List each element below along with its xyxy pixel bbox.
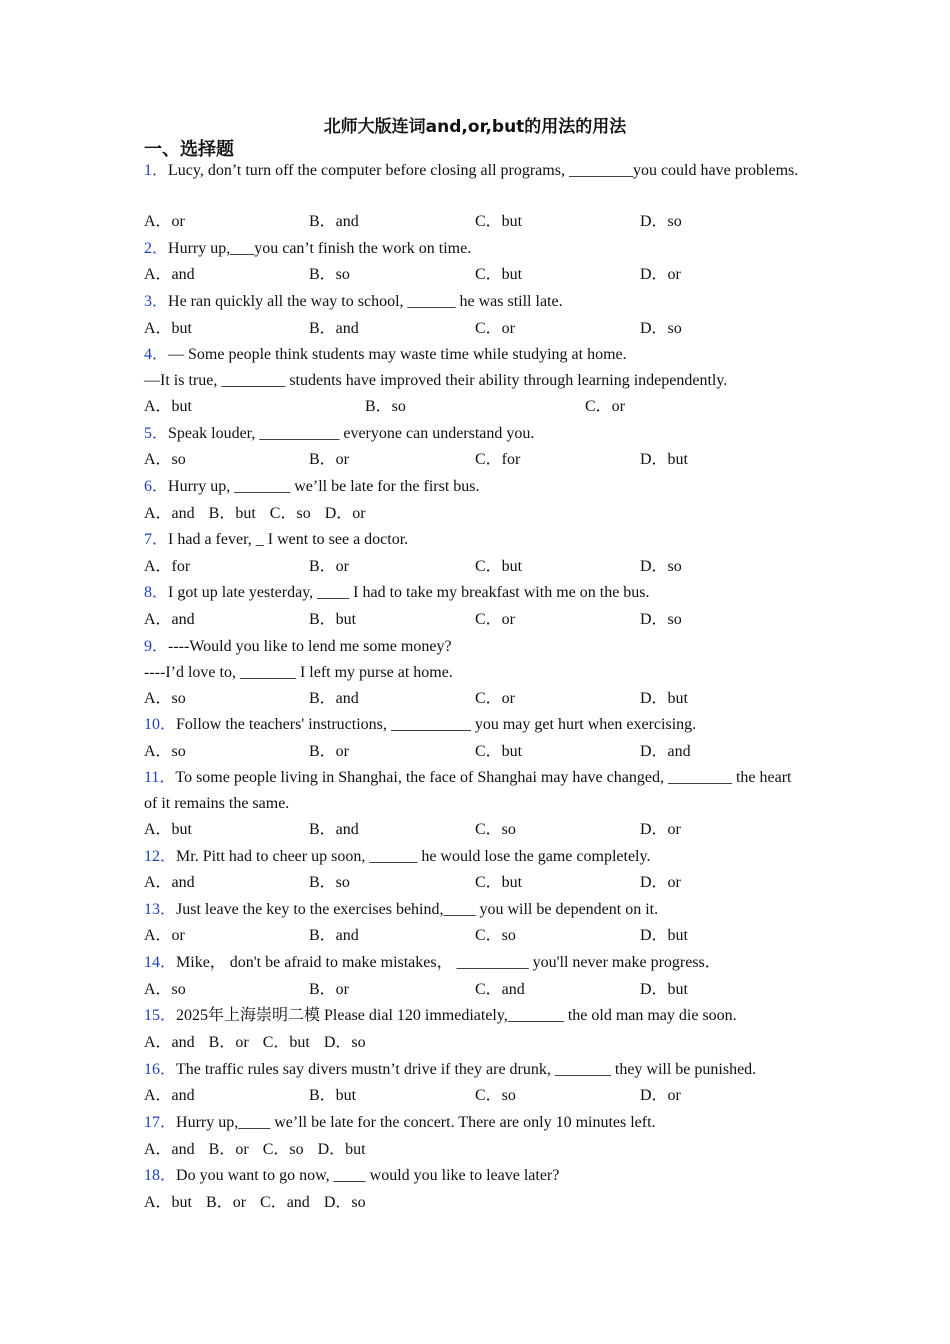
question-text: Just leave the key to the exercises behind,____ you will be dependent on it. <box>176 901 659 918</box>
option-a[interactable]: A．but <box>144 398 193 415</box>
question-number: 10． <box>144 716 177 733</box>
option-b[interactable]: B．or <box>309 981 350 998</box>
question-11 <box>144 765 804 817</box>
option-b[interactable]: B．so <box>365 398 406 415</box>
option-a[interactable]: A．and <box>144 874 195 891</box>
question-text: He ran quickly all the way to school, ______ he was still late. <box>168 293 563 310</box>
question-text: Lucy, don’t turn off the computer before closing all programs, ________you could have problems. <box>168 162 799 179</box>
section-heading: 一、选择题 <box>144 139 234 160</box>
option-a[interactable]: A．and <box>144 1141 195 1158</box>
document-title: 北师大版连词and,or,but的用法的用法 <box>323 117 627 137</box>
question-text: I had a fever, _ I went to see a doctor. <box>168 531 409 548</box>
option-b[interactable]: B．so <box>309 266 350 283</box>
question-6 <box>144 474 804 500</box>
option-d[interactable]: D．but <box>317 1141 366 1158</box>
question-3 <box>144 289 804 315</box>
option-a[interactable]: A．and <box>144 1087 195 1104</box>
question-number: 7． <box>144 531 169 548</box>
option-b[interactable]: B．but <box>309 611 357 628</box>
question-text: Do you want to go now, ____ would you like to leave later? <box>176 1167 560 1184</box>
question-text: — Some people think students may waste time while studying at home. <box>168 346 627 363</box>
option-d[interactable]: D．and <box>640 743 691 760</box>
option-c[interactable]: C．for <box>475 451 521 468</box>
question-number: 13． <box>144 901 177 918</box>
question-1 <box>144 158 804 184</box>
question-13 <box>144 897 804 923</box>
option-a[interactable]: A．but <box>144 821 193 838</box>
option-b[interactable]: B．and <box>309 927 359 944</box>
option-b[interactable]: B．and <box>309 821 359 838</box>
question-15 <box>144 1003 824 1029</box>
option-b[interactable]: B．or <box>309 451 350 468</box>
question-text: Hurry up,___you can’t finish the work on time. <box>168 240 472 257</box>
question-text: 2025年上海崇明二模 Please dial 120 immediately,_______ the old man may die soon. <box>176 1007 737 1024</box>
option-a[interactable]: A．but <box>144 1194 193 1211</box>
question-text: Hurry up, _______ we’ll be late for the first bus. <box>168 478 480 495</box>
question-7 <box>144 527 804 553</box>
question-4 <box>144 342 804 368</box>
question-number: 12． <box>144 848 177 865</box>
option-a[interactable]: A．and <box>144 505 195 522</box>
question-8 <box>144 580 804 606</box>
question-5 <box>144 421 804 447</box>
option-d[interactable]: D．so <box>323 1034 366 1051</box>
option-b[interactable]: B．and <box>309 320 359 337</box>
option-c[interactable]: C．so <box>475 1087 516 1104</box>
option-b[interactable]: B．but <box>208 505 256 522</box>
option-c[interactable]: C．or <box>475 320 516 337</box>
option-d[interactable]: D．or <box>640 821 681 838</box>
option-c[interactable]: C．and <box>260 1194 310 1211</box>
options-18 <box>144 1190 380 1216</box>
question-number: 8． <box>144 584 169 601</box>
question-text: ----Would you like to lend me some money? <box>168 638 452 655</box>
question-number: 9． <box>144 638 169 655</box>
question-12 <box>144 844 804 870</box>
option-b[interactable]: B．or <box>309 743 350 760</box>
option-c[interactable]: C．but <box>475 213 523 230</box>
question-text: The traffic rules say divers mustn’t drive if they are drunk, _______ they will be punished. <box>176 1061 757 1078</box>
question-number: 1． <box>144 162 169 179</box>
option-b[interactable]: B．or <box>208 1034 249 1051</box>
question-text: To some people living in Shanghai, the face of Shanghai may have changed, ________ the heart of it remains the same. <box>144 769 792 812</box>
option-d[interactable]: D．or <box>640 874 681 891</box>
option-c[interactable]: C．or <box>585 398 626 415</box>
question-text: Hurry up,____ we’ll be late for the concert. There are only 10 minutes left. <box>176 1114 656 1131</box>
option-d[interactable]: D．or <box>324 505 366 522</box>
question-4-dialogue: —It is true, ________ students have improved their ability through learning independently. <box>144 372 728 389</box>
option-c[interactable]: C．so <box>269 505 311 522</box>
question-14 <box>144 950 804 976</box>
question-number: 4． <box>144 346 169 363</box>
question-2 <box>144 236 804 262</box>
option-c[interactable]: C．but <box>262 1034 310 1051</box>
question-number: 11． <box>144 769 176 786</box>
question-number: 3． <box>144 293 169 310</box>
option-c[interactable]: C．so <box>475 927 516 944</box>
options-15 <box>144 1030 380 1056</box>
option-a[interactable]: A．for <box>144 558 191 575</box>
question-16 <box>144 1057 834 1083</box>
option-a[interactable]: A．so <box>144 743 186 760</box>
option-a[interactable]: A．and <box>144 1034 195 1051</box>
options-17 <box>144 1137 380 1163</box>
option-a[interactable]: A．so <box>144 451 186 468</box>
option-b[interactable]: B．or <box>206 1194 247 1211</box>
option-c[interactable]: C．but <box>475 874 523 891</box>
option-c[interactable]: C．or <box>475 690 516 707</box>
question-number: 2． <box>144 240 169 257</box>
option-c[interactable]: C．so <box>262 1141 304 1158</box>
option-d[interactable]: D．so <box>640 611 682 628</box>
option-b[interactable]: B．or <box>309 558 350 575</box>
option-b[interactable]: B．and <box>309 213 359 230</box>
option-b[interactable]: B．so <box>309 874 350 891</box>
question-number: 14． <box>144 954 177 971</box>
option-b[interactable]: B．or <box>208 1141 249 1158</box>
option-c[interactable]: C．but <box>475 558 523 575</box>
option-d[interactable]: D．but <box>640 981 689 998</box>
option-d[interactable]: D．but <box>640 451 689 468</box>
option-c[interactable]: C．or <box>475 611 516 628</box>
question-number: 15． <box>144 1007 177 1024</box>
option-d[interactable]: D．so <box>323 1194 366 1211</box>
question-text: Speak louder, __________ everyone can understand you. <box>168 425 535 442</box>
question-9 <box>144 634 804 660</box>
question-number: 18． <box>144 1167 177 1184</box>
question-text: Follow the teachers' instructions, __________ you may get hurt when exercising. <box>176 716 697 733</box>
question-10 <box>144 712 804 738</box>
options-6 <box>144 501 380 527</box>
option-c[interactable]: C．but <box>475 266 523 283</box>
question-number: 5． <box>144 425 169 442</box>
option-a[interactable]: A．so <box>144 690 186 707</box>
option-c[interactable]: C．and <box>475 981 525 998</box>
option-a[interactable]: A．so <box>144 981 186 998</box>
question-number: 6． <box>144 478 169 495</box>
option-a[interactable]: A．or <box>144 213 185 230</box>
option-b[interactable]: B．and <box>309 690 359 707</box>
question-text: Mr. Pitt had to cheer up soon, ______ he would lose the game completely. <box>176 848 651 865</box>
option-d[interactable]: D．or <box>640 266 681 283</box>
option-a[interactable]: A．or <box>144 927 185 944</box>
question-number: 16． <box>144 1061 177 1078</box>
option-a[interactable]: A．but <box>144 320 193 337</box>
question-17 <box>144 1110 804 1136</box>
option-d[interactable]: D．so <box>640 213 682 230</box>
option-b[interactable]: B．but <box>309 1087 357 1104</box>
option-d[interactable]: D．so <box>640 558 682 575</box>
option-d[interactable]: D．or <box>640 1087 681 1104</box>
question-number: 17． <box>144 1114 177 1131</box>
option-c[interactable]: C．but <box>475 743 523 760</box>
option-d[interactable]: D．but <box>640 690 689 707</box>
question-text: Mike， don't be afraid to make mistakes， _________ you'll never make progress． <box>176 954 721 971</box>
option-d[interactable]: D．so <box>640 320 682 337</box>
option-a[interactable]: A．and <box>144 266 195 283</box>
question-9-dialogue: ----I’d love to, _______ I left my purse at home. <box>144 664 453 681</box>
question-text: I got up late yesterday, ____ I had to take my breakfast with me on the bus. <box>168 584 650 601</box>
option-a[interactable]: A．and <box>144 611 195 628</box>
question-18 <box>144 1163 804 1189</box>
option-d[interactable]: D．but <box>640 927 689 944</box>
option-c[interactable]: C．so <box>475 821 516 838</box>
